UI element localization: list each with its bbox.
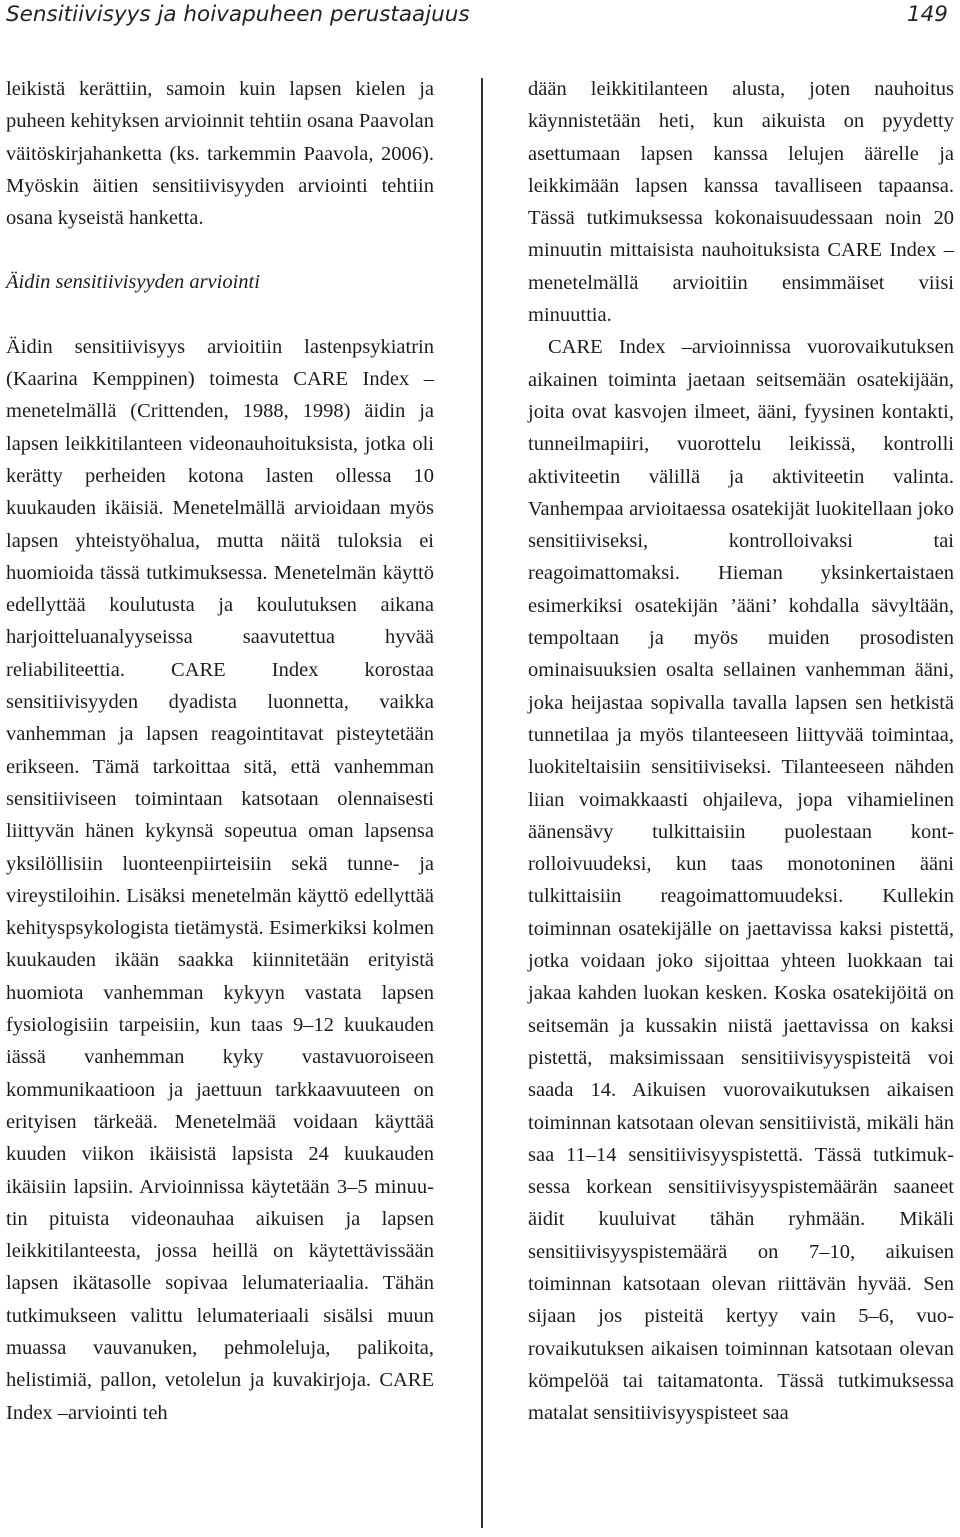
right-paragraph-1: dään leikkitilanteen alusta, joten nauhoitus käynnistetään heti, kun aikuista on pyydetty asettumaan lapsen kanssa lelujen äärelle ja leikkimään lapsen kanssa tavalliseen tapaansa. Tässä tutkimuksessa kokonaisuudessaan noin 20 minuutin mittaisista nauhoituksista CARE Index –menetelmällä arvioitiin ensimmäiset viisi minuuttia. bbox=[528, 78, 954, 327]
page-number: 149 bbox=[906, 2, 948, 27]
left-paragraph-1: leikistä kerättiin, samoin kuin lapsen kielen ja puheen kehityksen arvioinnit tehtiin osana Paavolan väitöskirjahanketta (ks. tarkemmin Paavola, 2006). Myöskin äitien sensitiivisyyden arviointi tehtiin osana kyseistä hanketta. bbox=[6, 78, 434, 230]
right-column bbox=[528, 73, 954, 1429]
left-paragraph-2: Äidin sensitiivisyys arvioitiin lastenpsykiatrin (Kaarina Kemppinen) toimesta CARE Index –menetelmällä (Crittenden, 1988, 1998) äidin ja lapsen leikkitilanteen videonauhoituksista, jotka oli kerätty perheiden kotona lasten ollessa 10 kuukauden ikäisiä. Menetelmällä arvioidaan myös lapsen yhteistyöhalua, mutta näitä tuloksia ei huomioida tässä tutkimuksessa. Menetelmän käyttö edellyttää koulutusta ja koulutuksen aikana harjoitteluanalyyseissa saavutettua hyvää reliabiliteettia. CARE Index korostaa sensitiivisyyden dyadista luonnetta, vaikka vanhemman ja lapsen reagointitavat pisteytetään erikseen. Tämä tarkoittaa sitä, että vanhemman sensitiiviseen toimintaan katsotaan olennaisesti liittyvän hänen kykynsä sopeutua oman lapsensa yksilöllisiin luonteenpiirteisiin sekä tunne- ja vireystiloihin. Lisäksi menetelmän käyttö edellyttää kehityspsykologista tietämystä. Esimerkiksi kolmen kuukauden ikään saakka kiinnitetään erityistä huomiota vanhemman kykyyn vastata lapsen fysiologisiin tarpeisiin, kun taas 9–12 kuukauden iässä vanhemman kyky vastavuoroiseen kommunikaatioon ja jaettuun tarkkaavuuteen on erityisen tärkeää. Menetelmää voidaan käyttää kuuden viikon ikäisistä lapsista 24 kuukauden ikäisiin lapsiin. Arvioinnissa käytetään 3–5 minuutin pituista videonauhaa aikuisen ja lapsen leikkitilanteesta, jossa heillä on käytettävissään lapsen ikätasolle sopivaa lelumateriaalia. Tähän tutkimukseen valittu lelumateriaali sisälsi muun muassa vauvanuken, pehmoleluja, palikoita, helistimiä, pallon, vetolelun ja kuvakirjoja. CARE Index –arviointi teh bbox=[6, 335, 434, 1424]
running-head bbox=[0, 0, 960, 40]
section-heading: Äidin sensitiivisyyden arviointi bbox=[6, 271, 260, 294]
right-paragraph-2: CARE Index –arvioinnissa vuorovaikutuksen aikainen toiminta jaetaan seitsemään osatekijään, joita ovat kasvojen ilmeet, ääni, fyysinen kontakti, tunneilmapiiri, vuorottelu leikissä, kontrolli aktiviteetin välillä ja aktiviteetin valinta. Vanhempaa arvioitaessa osatekijät luokitellaan joko sensitiiviseksi, kontrolloivaksi tai reagoimattomaksi. Hieman yksinkertaistaen esimerkiksi osatekijän ’ääni’ kohdalla sävyltään, tempoltaan ja myös muiden prosodisten ominaisuuksien osalta sellainen vanhemman ääni, joka heijastaa sopivalla tavalla lapsen sen hetkistä tunnetilaa ja myös tilanteeseen liittyvää toimintaa, luokiteltaisiin sensitiiviseksi. Tilanteeseen nähden liian voimakkaasti ohjaileva, jopa vihamielinen äänensävy tulkittaisiin puolestaan kontrolloivuudeksi, kun taas monotoninen ääni tulkittaisiin reagoimattomuudeksi. Kullekin toiminnan osatekijälle on jaettavissa kaksi pistettä, jotka voidaan joko sijoittaa yhteen luokkaan tai jakaa kahden luokan kesken. Koska osatekijöitä on seitsemän ja kussakin niistä jaettavissa on kaksi pistettä, maksimissaan sensitiivisyyspisteitä voi saada 14. Aikuisen vuorovaikutuksen aikaisen toiminnan katsotaan olevan sensitiivistä, mikäli hän saa 11–14 sensitiivisyyspistettä. Tässä tutkimuksessa korkean sensitiivisyyspistemäärän saaneet äidit kuuluivat tähän ryhmään. Mikäli sensitiivisyyspistemäärä on 7–10, aikuisen toiminnan katsotaan olevan riittävän hyvää. Sen sijaan jos pisteitä kertyy vain 5–6, vuorovaikutuksen aikaisen toiminnan katsotaan olevan kömpelöä tai taitamatonta. Tässä tutkimuksessa matalat sensitiivisyyspisteet saa bbox=[528, 336, 954, 1425]
running-head-title: Sensitiivisyys ja hoivapuheen perustaajuus bbox=[6, 2, 470, 27]
left-column bbox=[6, 73, 434, 1429]
column-divider bbox=[481, 78, 483, 1528]
